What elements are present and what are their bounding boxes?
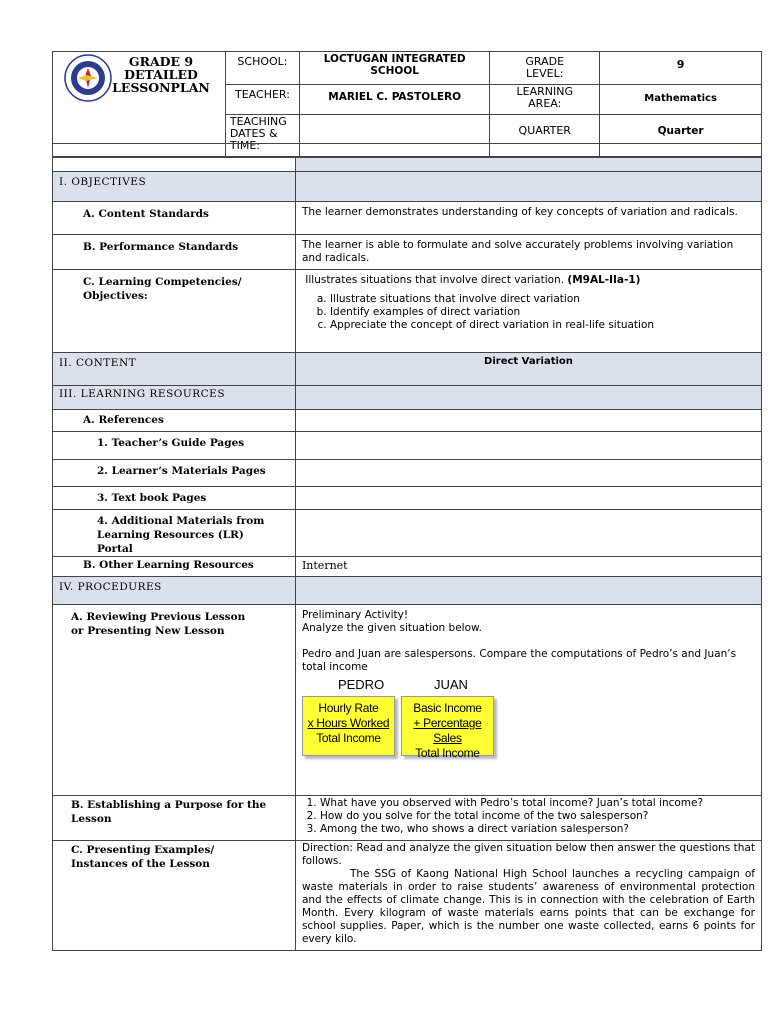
performance-standards-label: B. Performance Standards	[53, 235, 296, 270]
content-standards-text: The learner demonstrates understanding of key concepts of variation and radicals.	[295, 202, 761, 235]
other-resources-value: Internet	[295, 557, 761, 577]
examples-direction: Direction: Read and analyze the given situation below then answer the questions that follows.	[301, 842, 755, 867]
list-item: a. Illustrate situations that involve direct variation	[330, 293, 755, 306]
section-objectives: I. OBJECTIVES	[53, 172, 296, 202]
title-line2: DETAILED	[124, 67, 198, 82]
examples-cell	[295, 841, 761, 951]
pedro-label: PEDRO	[337, 677, 385, 692]
teachers-guide-label: 1. Teacher’s Guide Pages	[53, 432, 296, 460]
additional-materials-value	[295, 510, 761, 557]
textbook-label: 3. Text book Pages	[53, 487, 296, 510]
teacher-label: TEACHER:	[225, 85, 299, 115]
quarter-label: QUARTER	[490, 115, 600, 157]
reviewing-cell	[295, 605, 761, 796]
content-value: Direct Variation	[295, 353, 761, 386]
competencies-intro: Illustrates situations that involve direct variation. (M9AL-IIa-1)	[305, 274, 641, 286]
references-label: A. References	[53, 410, 296, 432]
learning-area-label: LEARNING AREA:	[490, 85, 600, 115]
section-objectives-right	[295, 172, 761, 202]
content-standards-label: A. Content Standards	[53, 202, 296, 235]
section-procedures-right	[295, 577, 761, 605]
competencies-list	[302, 293, 755, 332]
school-label: SCHOOL:	[225, 52, 299, 85]
references-value	[295, 410, 761, 432]
income-comparison-figure	[302, 678, 755, 770]
title-line1: GRADE 9	[128, 54, 194, 69]
reviewing-line3: Pedro and Juan are salespersons. Compare the computations of Pedro’s and Juan’s total income	[301, 648, 737, 673]
list-item: c. Appreciate the concept of direct variation in real-life situation	[330, 319, 755, 332]
examples-label: C. Presenting Examples/ Instances of the Lesson	[53, 841, 296, 951]
list-item: 1. What have you observed with Pedro’s total income? Juan’s total income?	[320, 797, 755, 810]
teacher-value: MARIEL C. PASTOLERO	[300, 85, 490, 115]
additional-materials-label: 4. Additional Materials from Learning Resources (LR) Portal	[53, 510, 296, 557]
grade-level-label: GRADE LEVEL:	[490, 52, 600, 85]
list-item: 2. How do you solve for the total income of the two salesperson?	[320, 810, 755, 823]
purpose-label: B. Establishing a Purpose for the Lesson	[53, 796, 296, 841]
reviewing-line2: Analyze the given situation below.	[301, 622, 482, 634]
textbook-value	[295, 487, 761, 510]
list-item: b. Identify examples of direct variation	[330, 306, 755, 319]
teachers-guide-value	[295, 432, 761, 460]
title-line3: LESSONPLAN	[112, 80, 210, 95]
learning-area-value: Mathematics	[600, 85, 762, 115]
spacer-row	[53, 144, 762, 158]
spacer-right	[295, 158, 761, 172]
section-resources: III. LEARNING RESOURCES	[53, 386, 296, 410]
juan-box: Basic Income + Percentage Sales Total Income	[401, 696, 494, 756]
examples-paragraph: The SSG of Kaong National High School launches a recycling campaign of waste materials in order to raise students’ awareness of environmental protection and the effects of climate change. This is in connection with the celebration of Earth Month. Every kilogram of waste materials earns points that can be exchange for school supplies. Paper, which is the number one waste collected, earns 6 points for every kilo.	[301, 868, 755, 945]
purpose-list	[302, 797, 755, 836]
spacer-left	[53, 158, 296, 172]
section-resources-right	[295, 386, 761, 410]
school-value: LOCTUGAN INTEGRATED SCHOOL	[300, 52, 490, 85]
other-resources-label: B. Other Learning Resources	[53, 557, 296, 577]
performance-standards-text: The learner is able to formulate and solve accurately problems involving variation and radicals.	[295, 235, 761, 270]
juan-label: JUAN	[433, 677, 468, 692]
competencies-label: C. Learning Competencies/ Objectives:	[53, 270, 296, 353]
purpose-cell	[295, 796, 761, 841]
quarter-value: Quarter	[600, 115, 762, 157]
dates-label: TEACHING DATES & TIME:	[225, 115, 299, 157]
header-table	[52, 51, 762, 157]
title-cell	[53, 52, 226, 157]
lesson-body-table	[52, 143, 762, 951]
list-item: 3. Among the two, who shows a direct variation salesperson?	[320, 823, 755, 836]
section-procedures: IV. PROCEDURES	[53, 577, 296, 605]
learners-materials-value	[295, 460, 761, 487]
section-content: II. CONTENT	[53, 353, 296, 386]
reviewing-label: A. Reviewing Previous Lesson or Presenting New Lesson	[53, 605, 296, 796]
learners-materials-label: 2. Learner’s Materials Pages	[53, 460, 296, 487]
reviewing-line1: Preliminary Activity!	[301, 609, 409, 621]
pedro-box: Hourly Rate x Hours Worked Total Income	[302, 696, 395, 756]
competencies-cell	[295, 270, 761, 353]
grade-level-value: 9	[600, 52, 762, 85]
